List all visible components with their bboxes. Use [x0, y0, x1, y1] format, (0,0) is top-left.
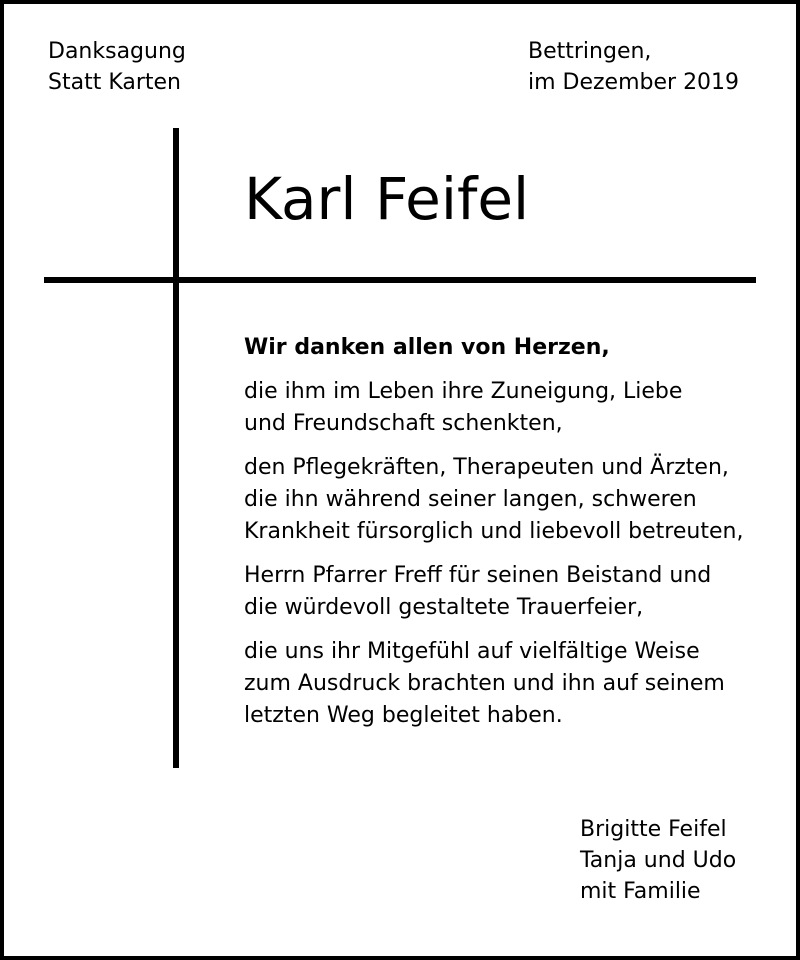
cross-vertical-bar [173, 128, 179, 768]
header-left-line-1: Danksagung [48, 39, 186, 64]
signature-line: Brigitte Feifel [580, 817, 727, 842]
thanks-line: die ihm im Leben ihre Zuneigung, Liebe [244, 379, 683, 404]
thanks-greeting: Wir danken allen von Herzen, [244, 335, 610, 360]
signature-line: Tanja und Udo [580, 848, 737, 873]
thanks-line: Krankheit fürsorglich und liebevoll betreuten, [244, 519, 744, 544]
thanks-line: und Freundschaft schenkten, [244, 411, 563, 436]
thanks-line: zum Ausdruck brachten und ihn auf seinem [244, 671, 725, 696]
signature-block [580, 814, 736, 907]
thanks-paragraph-2 [244, 452, 756, 548]
place-line: Bettringen, [528, 39, 652, 64]
thanks-line: die uns ihr Mitgefühl auf vielfältige Weise [244, 639, 700, 664]
thanks-text [244, 332, 756, 744]
header-right [528, 36, 739, 98]
thanks-paragraph-1 [244, 376, 756, 440]
header-left-line-2: Statt Karten [48, 70, 181, 95]
thanks-line: den Pflegekräften, Therapeuten und Ärzten, [244, 455, 729, 480]
cross-horizontal-bar [44, 277, 756, 283]
thanks-line: die ihn während seiner langen, schweren [244, 487, 697, 512]
signature-line: mit Familie [580, 879, 701, 904]
deceased-name: Karl Feifel [244, 165, 530, 233]
thanks-line: die würdevoll gestaltete Trauerfeier, [244, 595, 644, 620]
thanks-line: letzten Weg begleitet haben. [244, 703, 563, 728]
date-line: im Dezember 2019 [528, 70, 740, 95]
header-left [48, 36, 186, 98]
thanks-paragraph-3 [244, 560, 756, 624]
thanks-line: Herrn Pfarrer Freff für seinen Beistand und [244, 563, 712, 588]
thanks-paragraph-4 [244, 636, 756, 732]
